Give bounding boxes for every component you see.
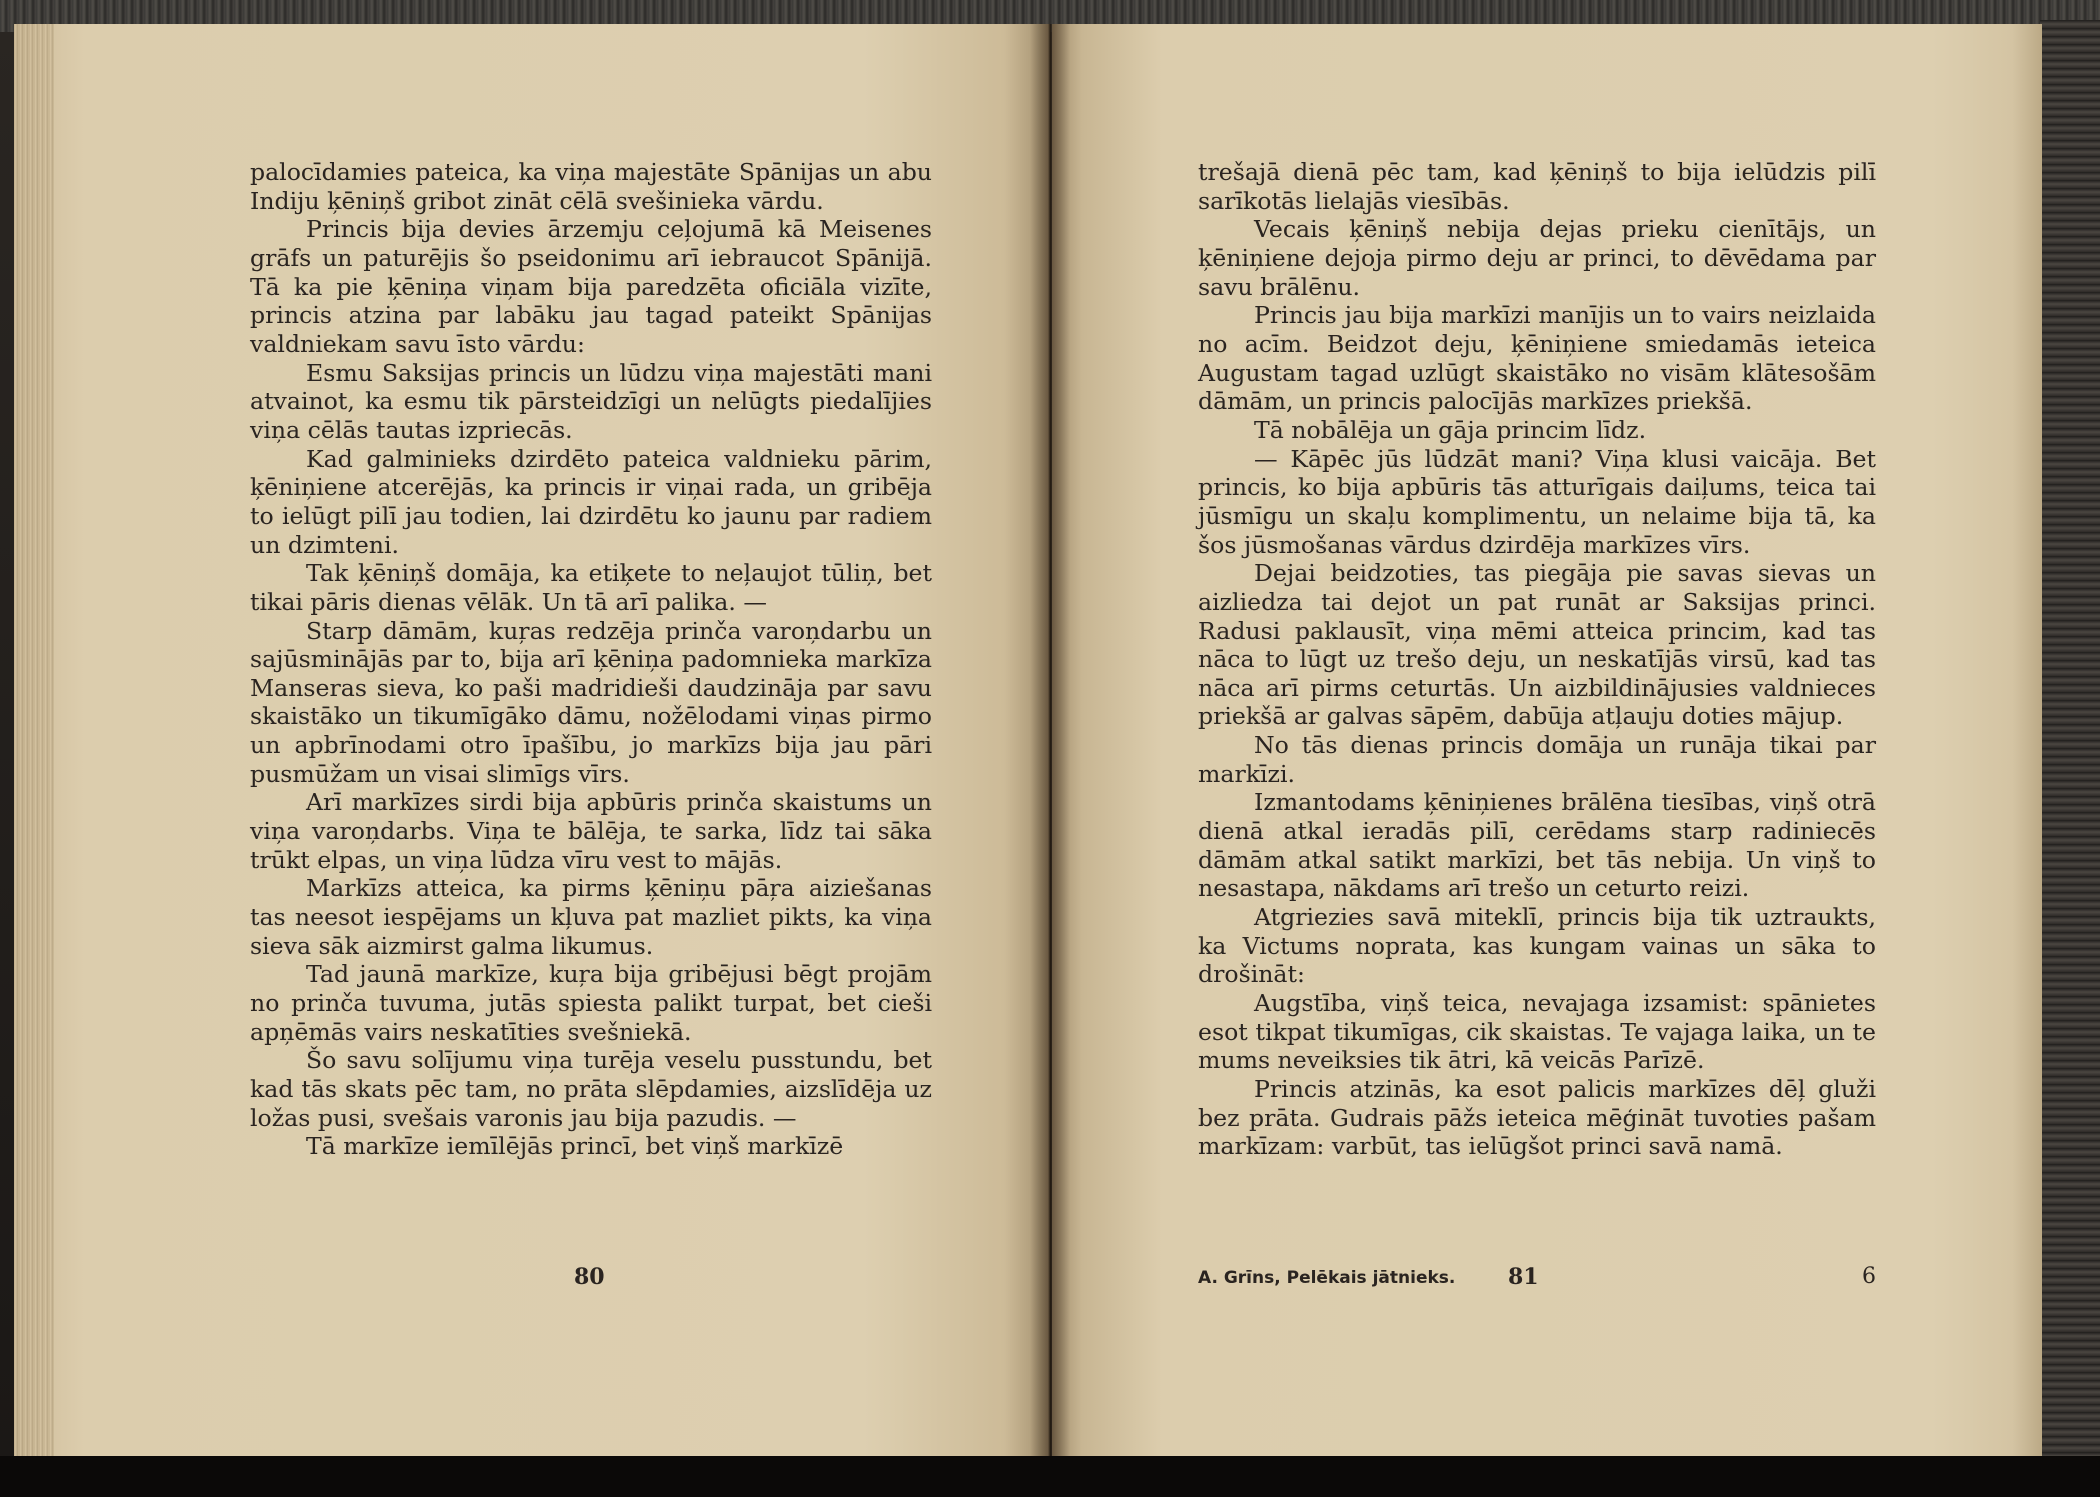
right-page (1052, 24, 2042, 1456)
page-edges (14, 24, 54, 1456)
book-gutter (1030, 24, 1070, 1456)
paragraph: Augstība, viņš teica, nevajaga izsamist: spānietes esot tikpat tikumīgas, cik skaistas. Te vajaga laika, un te mums neveiksies tik ātri, kā veicās Parīzē. (1198, 989, 1876, 1075)
paragraph: Kad galminieks dzirdēto pateica valdnieku pārim, ķēniņiene atcerējās, ka princis ir viņai rada, un gribēja to ielūgt pilī jau todien, lai dzirdētu ko jaunu par radiem un dzimteni. (250, 444, 932, 559)
left-page-text (250, 158, 932, 1161)
paragraph: Izmantodams ķēniņienes brālēna tiesības, viņš otrā dienā atkal ieradās pilī, cerēdams starp radiniecēs dāmām atkal satikt markīzi, bet tās nebija. Un viņš to nesastapa, nākdams arī trešo un ceturto reizi. (1198, 788, 1876, 903)
paragraph: No tās dienas princis domāja un runāja tikai par markīzi. (1198, 731, 1876, 788)
paragraph: Princis bija devies ārzemju ceļojumā kā Meisenes grāfs un paturējis šo pseidonimu arī iebraucot Spānijā. Tā ka pie ķēniņa viņam bija paredzēta oficiāla vizīte, princis atzina par labāku jau tagad pateikt Spānijas valdniekam savu īsto vārdu: (250, 215, 932, 358)
paragraph: Dejai beidzoties, tas piegāja pie savas sievas un aizliedza tai dejot un pat runāt ar Saksijas princi. Radusi paklausīt, viņa mēmi atteica princim, kad tas nāca to lūgt uz trešo deju, un neskatījās virsū, kad tas nāca arī pirms ceturtās. Un aizbildinājusies valdnieces priekšā ar galvas sāpēm, dabūja atļauju doties mājup. (1198, 559, 1876, 731)
cover-right-edge (2040, 20, 2100, 1460)
paragraph: Princis atzinās, ka esot palicis markīzes dēļ gluži bez prāta. Gudrais pāžs ieteica mēģināt tuvoties pašam markīzam: varbūt, tas ielūgšot princi savā namā. (1198, 1075, 1876, 1161)
paragraph: — Kāpēc jūs lūdzāt mani? Viņa klusi vaicāja. Bet princis, ko bija apbūris tās atturīgais daiļums, teica tai jūsmīgu un skaļu komplimentu, un nelaime bija tā, ka šos jūsmošanas vārdus dzirdēja markīzes vīrs. (1198, 444, 1876, 559)
left-page (14, 24, 1050, 1456)
paragraph: Šo savu solījumu viņa turēja veselu pusstundu, bet kad tās skats pēc tam, no prāta slēpdamies, aizslīdēja uz ložas pusi, svešais varonis jau bija pazudis. — (250, 1046, 932, 1132)
paragraph: Esmu Saksijas princis un lūdzu viņa majestāti mani atvainot, ka esmu tik pārsteidzīgi un nelūgts piedalījies viņa cēlās tautas izpriecās. (250, 358, 932, 444)
paragraph: Tad jaunā markīze, kuŗa bija gribējusi bēgt projām no prinča tuvuma, jutās spiesta palikt turpat, bet cieši apņēmās vairs neskatīties svešniekā. (250, 960, 932, 1046)
paragraph: Markīzs atteica, ka pirms ķēniņu pāŗa aiziešanas tas neesot iespējams un kļuva pat mazliet pikts, ka viņa sieva sāk aizmirst galma likumus. (250, 874, 932, 960)
right-page-footer (1198, 1264, 1876, 1294)
background-band (0, 1456, 2100, 1497)
sheet-number: 6 (1862, 1264, 1876, 1289)
paragraph: Tā nobālēja un gāja princim līdz. (1254, 415, 1647, 444)
paragraph: Tak ķēniņš domāja, ka etiķete to neļaujot tūliņ, bet tikai pāris dienas vēlāk. Un tā arī palika. — (250, 559, 932, 616)
page-number-left: 80 (574, 1264, 605, 1290)
page-number-right: 81 (1508, 1264, 1539, 1290)
paragraph: Atgriezies savā miteklī, princis bija tik uztraukts, ka Victums noprata, kas kungam vainas un sāka to drošināt: (1198, 903, 1876, 989)
signature-mark: A. Grīns, Pelēkais jātnieks. (1198, 1268, 1456, 1288)
paragraph: trešajā dienā pēc tam, kad ķēniņš to bija ielūdzis pilī sarīkotās lielajās viesībās. (1198, 158, 1876, 215)
right-page-text (1198, 158, 1876, 1161)
paragraph: Princis jau bija markīzi manījis un to vairs neizlaida no acīm. Beidzot deju, ķēniņiene smiedamās ieteica Augustam tagad uzlūgt skaistāko no visām klātesošām dāmām, un princis palocījās markīzes priekšā. (1198, 301, 1876, 416)
paragraph: Tā markīze iemīlējās princī, bet viņš markīzē (306, 1132, 844, 1161)
paragraph: Vecais ķēniņš nebija dejas prieku cienītājs, un ķēniņiene dejoja pirmo deju ar princi, to dēvēdama par savu brālēnu. (1198, 215, 1876, 301)
paragraph: Starp dāmām, kuŗas redzēja prinča varoņdarbu un sajūsminājās par to, bija arī ķēniņa padomnieka markīza Manseras sieva, ko paši madridieši daudzināja par savu skaistāko un tikumīgāko dāmu, nožēlodami viņas pirmo un apbrīnodami otro īpašību, jo markīzs bija jau pāri pusmūžam un visai slimīgs vīrs. (250, 616, 932, 788)
paragraph: Arī markīzes sirdi bija apbūris prinča skaistums un viņa varoņdarbs. Viņa te bālēja, te sarka, līdz tai sāka trūkt elpas, un viņa lūdza vīru vest to mājās. (250, 788, 932, 874)
paragraph: palocīdamies pateica, ka viņa majestāte Spānijas un abu Indiju ķēniņš gribot zināt cēlā svešinieka vārdu. (250, 158, 932, 215)
